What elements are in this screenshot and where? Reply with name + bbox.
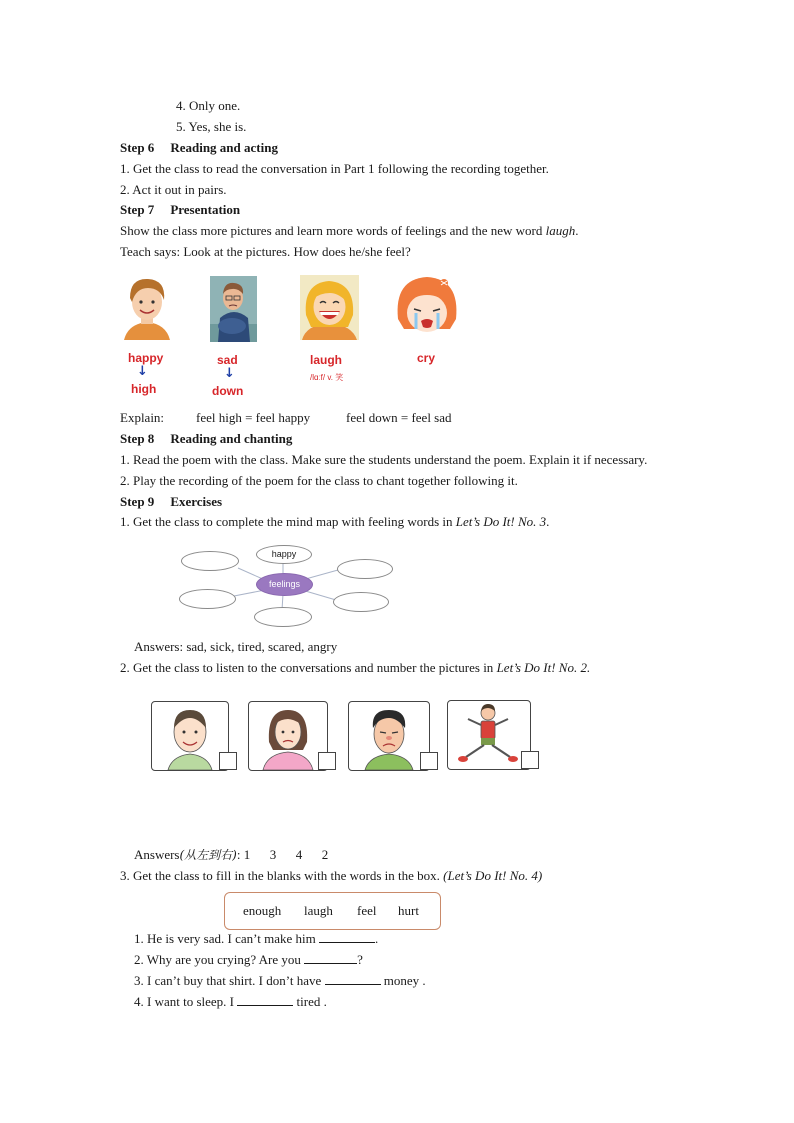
step6-label: Step 6 bbox=[120, 140, 155, 155]
exercise-2-picture-4 bbox=[447, 700, 531, 770]
laughing-girl-picture bbox=[300, 275, 359, 340]
sentence-end: tired . bbox=[293, 994, 327, 1009]
answers-label: Answers bbox=[134, 847, 180, 862]
exercise-2-picture-1 bbox=[151, 701, 229, 771]
mind-map-blank-node[interactable] bbox=[333, 592, 389, 612]
sentence-text: 1. He is very sad. I can’t make him bbox=[134, 931, 319, 946]
mind-map-blank-node[interactable] bbox=[179, 589, 236, 609]
word-box-item: feel bbox=[357, 903, 377, 918]
explain-down: feel down = feel sad bbox=[346, 410, 452, 425]
step8-title: Reading and chanting bbox=[170, 431, 293, 446]
explain-label: Explain: bbox=[120, 410, 165, 425]
step6-item-2: 2. Act it out in pairs. bbox=[120, 182, 227, 197]
answers-order-note: (从左到右) bbox=[179, 848, 237, 862]
answer-line-4: 4. Only one. bbox=[176, 98, 241, 113]
arrow-down-icon: ↓ bbox=[137, 364, 148, 379]
exercise-2-instruction bbox=[120, 660, 590, 676]
word-down: down bbox=[212, 384, 244, 398]
word-high: high bbox=[131, 382, 157, 396]
word-laugh: laugh bbox=[310, 353, 342, 367]
arrow-down-icon: ↓ bbox=[224, 366, 235, 381]
sentence-3 bbox=[134, 972, 426, 989]
sentence-end: ? bbox=[357, 952, 363, 967]
sentence-text: 2. Why are you crying? Are you bbox=[134, 952, 305, 967]
answers-values: : 1 3 4 2 bbox=[236, 847, 329, 862]
step7-line1 bbox=[120, 223, 579, 239]
step9-heading bbox=[120, 494, 222, 510]
blank-field[interactable] bbox=[237, 993, 293, 1006]
step6-title: Reading and acting bbox=[170, 140, 278, 155]
number-box[interactable] bbox=[521, 751, 539, 769]
exercise-2-reference: Let’s Do It! No. 2. bbox=[496, 660, 591, 675]
step8-heading bbox=[120, 431, 292, 447]
laugh-phonetic: /lɑːf/ v. 笑 bbox=[310, 373, 344, 382]
word-cry: cry bbox=[417, 351, 436, 365]
word-sad: sad bbox=[217, 353, 238, 367]
number-box[interactable] bbox=[420, 752, 438, 770]
exercise-3-reference: (Let’s Do It! No. 4) bbox=[443, 868, 543, 883]
mind-map-blank-node[interactable] bbox=[254, 607, 312, 627]
number-box[interactable] bbox=[318, 752, 336, 770]
step7-line2: Teach says: Look at the pictures. How does he/she feel? bbox=[120, 244, 411, 259]
step7-new-word: laugh bbox=[545, 223, 576, 238]
step9-label: Step 9 bbox=[120, 494, 155, 509]
mind-map-blank-node[interactable] bbox=[337, 559, 393, 579]
step8-item-1: 1. Read the poem with the class. Make sure the students understand the poem. Explain it if necessary. bbox=[120, 452, 648, 467]
word-happy: happy bbox=[128, 351, 164, 365]
exercise-1-text: 1. Get the class to complete the mind map with feeling words in bbox=[120, 514, 456, 529]
step8-item-2: 2. Play the recording of the poem for the class to chant together following it. bbox=[120, 473, 518, 488]
step9-title: Exercises bbox=[170, 494, 223, 509]
step7-line1-text: Show the class more pictures and learn more words of feelings and the new word bbox=[120, 223, 546, 238]
sentence-2 bbox=[134, 951, 363, 968]
exercise-1-instruction bbox=[120, 514, 549, 530]
exercise-3-text: 3. Get the class to fill in the blanks with the words in the box. bbox=[120, 868, 444, 883]
step8-label: Step 8 bbox=[120, 431, 155, 446]
sentence-1 bbox=[134, 930, 378, 947]
happy-boy-picture bbox=[120, 276, 174, 340]
explain-high: feel high = feel happy bbox=[196, 410, 311, 425]
exercise-1-end: . bbox=[546, 514, 550, 529]
step7-label: Step 7 bbox=[120, 202, 155, 217]
number-box[interactable] bbox=[219, 752, 237, 770]
mind-map-center-feelings: feelings bbox=[256, 573, 313, 596]
sentence-text: 4. I want to sleep. I bbox=[134, 994, 238, 1009]
word-box-item: hurt bbox=[398, 903, 419, 918]
step6-heading bbox=[120, 140, 278, 156]
exercise-2-picture-3 bbox=[348, 701, 430, 771]
exercise-1-reference: Let’s Do It! No. 3 bbox=[455, 514, 547, 529]
sentence-4 bbox=[134, 993, 327, 1010]
step7-heading bbox=[120, 202, 240, 218]
sentence-end: . bbox=[374, 931, 379, 946]
step6-item-1: 1. Get the class to read the conversation in Part 1 following the recording together. bbox=[120, 161, 549, 176]
blank-field[interactable] bbox=[325, 972, 381, 985]
sad-man-picture bbox=[210, 276, 257, 342]
mind-map-node-happy: happy bbox=[256, 545, 312, 564]
step7-line1-end: . bbox=[575, 223, 579, 238]
exercise-2-picture-2 bbox=[248, 701, 328, 771]
blank-field[interactable] bbox=[319, 930, 375, 943]
sentence-text: 3. I can’t buy that shirt. I don’t have bbox=[134, 973, 325, 988]
word-box-item: enough bbox=[243, 903, 282, 918]
exercise-2-text: 2. Get the class to listen to the conversations and number the pictures in bbox=[120, 660, 497, 675]
exercise-2-answers bbox=[134, 847, 328, 863]
sentence-end: money . bbox=[380, 973, 426, 988]
answer-line-5: 5. Yes, she is. bbox=[176, 119, 247, 134]
exercise-3-instruction bbox=[120, 868, 542, 884]
mind-map-blank-node[interactable] bbox=[181, 551, 239, 571]
word-box-item: laugh bbox=[304, 903, 333, 918]
step7-title: Presentation bbox=[170, 202, 241, 217]
crying-girl-picture bbox=[394, 273, 460, 341]
blank-field[interactable] bbox=[304, 951, 357, 964]
exercise-1-answers: Answers: sad, sick, tired, scared, angry bbox=[134, 639, 338, 654]
